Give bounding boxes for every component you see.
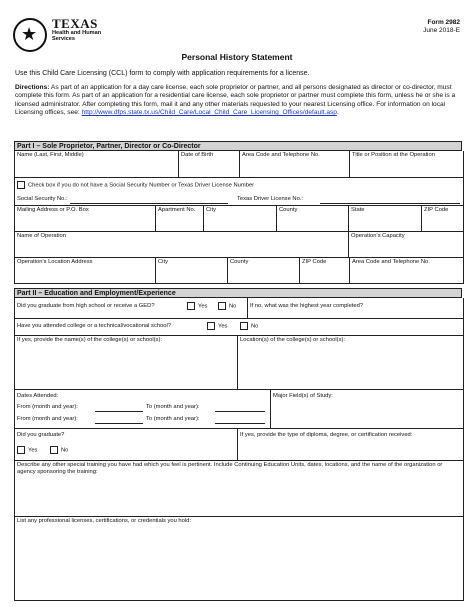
graduate-no-label: No [61,447,69,454]
ssn-input[interactable] [70,203,228,204]
mailing-address-field[interactable]: Mailing Address or P.O. Box [17,207,89,213]
college-no-checkbox[interactable] [240,322,248,330]
title-position-field[interactable]: Title or Position at the Operation [349,151,463,177]
operation-phone-field[interactable]: Area Code and Telephone No. [349,258,463,283]
texas-seal-icon: ★ [13,18,47,52]
graduate-yes-checkbox[interactable] [17,446,25,454]
zip-field[interactable]: ZIP Code [421,206,463,231]
from-label-2: From (month and year): [17,416,78,422]
part2-row-dates [15,389,463,428]
graduate-yes-label: Yes [28,447,38,454]
agency-logo [52,17,101,42]
part1-row-name [15,151,463,177]
form-number-block [423,19,460,35]
part1-grid [14,151,464,284]
college-yes-checkbox[interactable] [207,322,215,330]
to-input-1[interactable] [215,411,265,412]
part2-row-college-names [15,335,463,389]
part2-row-training [15,460,463,516]
part2-heading: Part II – Education and Employment/Experience [14,288,462,298]
dob-field[interactable]: Date of Birth [178,151,239,177]
ged-yes-checkbox[interactable] [187,302,195,310]
no-ssn-label: Check box if you do not have a Social Security Number or Texas Driver License Number [28,182,255,189]
dates-attended-label: Dates Attended: [17,393,59,399]
no-ssn-checkbox[interactable] [17,181,25,189]
licenses-field[interactable]: List any professional licenses, certifications, or credentials you hold: [17,518,191,524]
graduate-no-checkbox[interactable] [50,446,58,454]
part2-row-college [15,318,463,335]
licensing-offices-link[interactable]: http://www.dfps.state.tx.us/Child_Care/Local_Child_Care_Licensing_Offices/default.asp [81,109,337,117]
from-label-1: From (month and year): [17,404,78,410]
to-label-2: To (month and year): [146,416,200,422]
college-no-label: No [251,323,259,330]
major-field[interactable]: Major Field(s) of Study: [270,390,463,428]
part2-row-graduate [15,428,463,460]
part2-row-ged [15,298,463,318]
phone-field[interactable]: Area Code and Telephone No. [239,151,349,177]
directions-label: Directions: [15,84,50,91]
operation-address-field[interactable]: Operation's Location Address [17,259,93,265]
name-field[interactable]: Name (Last, First, Middle) [17,152,84,158]
to-label-1: To (month and year): [146,404,200,410]
dl-label: Texas Driver License No.: [237,196,304,202]
graduate-question: Did you graduate? [17,432,65,438]
operation-name-field[interactable]: Name of Operation [17,233,66,239]
ged-question: Did you graduate from high school or receive a GED? [17,303,155,309]
part1-row-ssn [15,177,463,205]
form-number: Form 2982 [427,19,460,26]
part2-grid [14,298,464,601]
ged-no-label: No [229,303,237,310]
agency-name-line2: Health and Human [52,30,102,36]
college-question: Have you attended college or a technical/vocational school? [17,323,172,329]
apartment-field[interactable]: Apartment No. [155,206,203,231]
state-field[interactable]: State [348,206,421,231]
city-field[interactable]: City [203,206,276,231]
dl-input[interactable] [320,203,460,204]
directions-paragraph: Directions: As part of an application for a day care license, each sole proprietor or partner, and all persons designated as director or co-director, must complete this form. As part of an application for a residential care license, each sole proprietor or partner must complete this form, unless he or she is a licensed administrator. After completing this form, mail it and any other materials requested to your nearest Licensing office. For information on local Licensing offices, see: http://www.dfps.state.tx.us/Child_Care/Local_Child_Care_Licensing_Offices/default.asp. [15,84,456,117]
operation-zip-field[interactable]: ZIP Code [299,258,349,283]
form-date: June 2018-E [423,27,460,34]
part1-row-mailing [15,205,463,231]
part2-row-licenses [15,516,463,600]
to-input-2[interactable] [215,423,265,424]
college-names-field[interactable]: If yes, provide the name(s) of the college(s) or school(s): [17,337,162,343]
operation-city-field[interactable]: City [155,258,227,283]
ssn-label: Social Security No.: [17,196,68,202]
intro-text: Use this Child Care Licensing (CCL) form to comply with application requirements for a license. [15,70,310,77]
agency-name-line1: TEXAS [52,16,98,31]
part1-heading: Part I – Sole Proprietor, Partner, Director or Co-Director [14,141,462,151]
from-input-2[interactable] [95,423,143,424]
ged-no-checkbox[interactable] [218,302,226,310]
from-input-1[interactable] [95,411,143,412]
ged-yes-label: Yes [198,303,208,310]
county-field[interactable]: County [276,206,348,231]
agency-name-line3: Services [52,35,76,42]
college-yes-label: Yes [218,323,228,330]
diploma-type-field[interactable]: If yes, provide the type of diploma, degree, or certification received: [237,429,463,460]
part1-row-operation [15,231,463,257]
part1-row-op-address [15,257,463,283]
college-locations-field[interactable]: Location(s) of the college(s) or school(s): [237,336,463,389]
other-training-field[interactable]: Describe any other special training you have had which you feel is pertinent. Include Continuing Education Units, dates, locations, and the name of the organization or agency sponsoring the training: [17,462,443,476]
directions-text: As part of an application for a day care license, each sole proprietor or partner, and all persons designated as director or co-director, must complete this form. As part of an application for a residential care license, each sole proprietor or partner must complete this form, unless he or she is a licensed administrator. After completing this form, mail it and any other materials requested to your nearest Licensing office. For information on local Licensing offices, see: [15,84,456,117]
capacity-field[interactable]: Operation's Capacity [348,232,463,257]
highest-year-field[interactable]: If no, what was the highest year completed? [247,298,463,318]
operation-county-field[interactable]: County [227,258,299,283]
page-title: Personal History Statement [181,52,293,62]
